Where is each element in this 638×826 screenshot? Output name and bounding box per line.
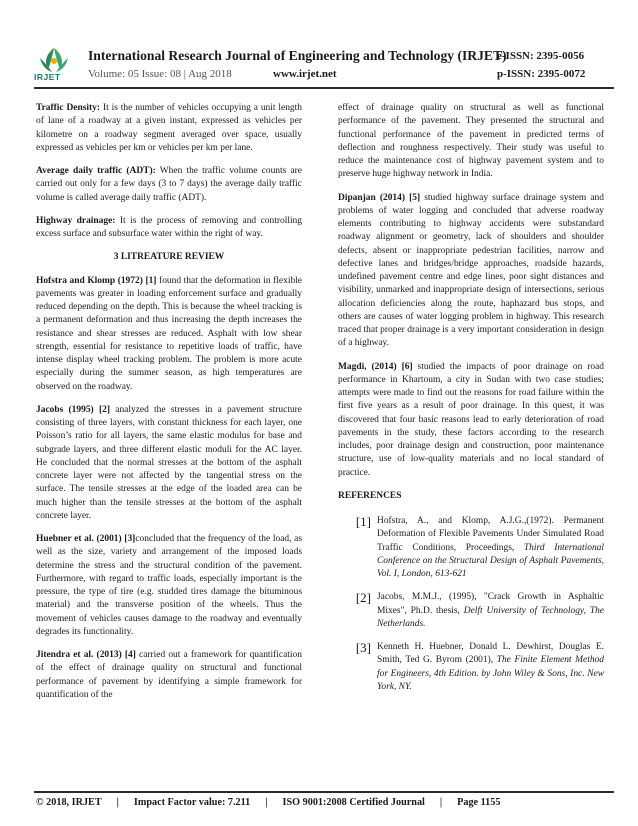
right-column <box>338 102 604 704</box>
eissn: e-ISSN: 2395-0056 <box>497 50 585 62</box>
paragraph-text: It is the number of vehicles occupying a unit length of lane of a roadway at a given instant, expressed as vehicles per kilometre on a roadway segment averaged over space, usually expressed as vehicles per km or vehicles per km per lane. <box>36 103 302 153</box>
footer-copyright: © 2018, IRJET <box>36 797 102 808</box>
header-rule <box>34 87 614 89</box>
reference-plain: Hofstra, A., and Klomp, A.J.G.,(1972). Permanent Deformation of Flexible Pavements Under Simulated Road Traffic Conditions, Proceedings, <box>377 516 604 553</box>
paragraph-traffic-density <box>36 102 302 155</box>
reference-item <box>338 515 604 581</box>
reference-text <box>377 641 604 694</box>
term: Jacobs (1995) [2] <box>36 404 110 415</box>
paragraph-continuation: effect of drainage quality on structural as well as functional performance of the pavement. They presented the structural and functional performance of the pavement in predicted terms of deflection and roughness respectively. Their study was useful to reduce the maintenance cost of highway pavement system and to preserve huge highway network in India. <box>338 103 604 180</box>
paragraph-text: studied the impacts of poor drainage on road performance in Khartoum, a city in Sudan with two case studies; attempts were made to find out the reasons for road failure within the first five years as a result of poor drainage. In this quest, it was discovered that four basic reasons lead to early deterioration of road pavements in the study, these factors according to the research includes, poor drainage design and construction, poor maintenance structure, use of low-quality materials and no local standard of practice. <box>338 361 604 478</box>
term: Huebner et al. (2001) [3] <box>36 534 136 544</box>
footer-page-number: Page 1155 <box>457 797 501 808</box>
footer-iso: ISO 9001:2008 Certified Journal <box>282 797 425 808</box>
footer-rule <box>34 791 614 793</box>
page-footer <box>36 797 500 808</box>
paragraph-text: It is the process of removing and controlling excess surface and subsurface water within the right of way. <box>36 215 302 239</box>
paragraph-jacobs <box>36 404 302 523</box>
term: Dipanjan (2014) [5] <box>338 192 421 203</box>
term: Traffic Density: <box>36 103 101 113</box>
reference-plain: Kenneth H. Huebner, Donald L. Dewhirst, Douglas E. Smith, Ted G. Byrom (2001), <box>377 642 604 666</box>
reference-number: [2] <box>355 590 371 606</box>
paragraph-text: analyzed the stresses in a pavement structure consisting of three layers, with constant thickness for each layer, one Poisson’s ratio for all layers, the same elastic modulus for base and subgrade layers, and three different elastic moduli for the AC layer. He concluded that the normal stresses at the bottom of the asphalt concrete layer were not affected by the tangential stress on the surface. The tensile stresses at the edge of the loaded area can be much higher than the tensile stresses at the bottom of the asphalt concrete layer. <box>36 404 302 521</box>
paragraph-text: carried out a framework for quantification of the effect of drainage quality on structural and functional performance of pavement by identifying a simple framework for quantification of the <box>36 650 302 700</box>
reference-number: [3] <box>355 640 371 655</box>
reference-number: [1] <box>355 514 371 529</box>
footer-separator: | <box>439 797 443 808</box>
term: Hofstra and Klomp (1972) [1] <box>36 275 157 286</box>
page-header <box>0 0 638 90</box>
logo-text: IRJET <box>34 72 61 82</box>
reference-plain: Jacobs, M.M.J., (1995), "Crack Growth in Asphaltic Mixes", Ph.D. thesis, <box>377 592 604 616</box>
reference-italic: Delft University of Technology, The Netherlands. <box>377 605 604 629</box>
reference-text <box>377 515 604 581</box>
term: Highway drainage: <box>36 215 116 226</box>
footer-separator: | <box>265 797 268 808</box>
leaf-mark <box>40 48 68 72</box>
paragraph-dipanjan <box>338 192 604 351</box>
journal-title: International Research Journal of Engineering and Technology (IRJET) <box>88 48 507 63</box>
paragraph-hofstra <box>36 275 302 394</box>
paragraph-text: concluded that the frequency of the load, as well as the size, variety and arrangement of the imposed loads determine the stress and the structural condition of the pavement. Furthermore, with regard to traffic loads, especially important is the pressure, the type of tire (e.g. studded tires damage the bituminous material) and the transverse position of the wheels. Thus the movement of vehicles causes damage to the roadway and eventually degrades its functionality. <box>36 534 302 637</box>
paragraph-huebner <box>36 533 302 639</box>
reference-text <box>377 591 604 631</box>
paragraph-jitendra <box>36 649 302 702</box>
term: Average daily traffic (ADT): <box>36 166 156 176</box>
reference-item <box>338 641 604 694</box>
journal-website: www.irjet.net <box>273 68 337 80</box>
section-heading: 3 LITREATURE REVIEW <box>113 252 225 263</box>
paragraph-text: found that the deformation in flexible pavements was greater in loading enforcement surface and gradually reduced depending on the depth. This is because the wheel tracking is a permanent deformation and thus increasing the depth increases the resistance and shear stresses are reduced. Asphalt with low shear strength, essential for resistance to repetitive loads of traffic, have intense display wheel tracking problem. The problem is more acute especially during the summer season, as high temperatures are observed on the roadway. <box>36 275 302 392</box>
reference-item <box>338 591 604 631</box>
footer-separator: | <box>116 797 119 808</box>
paragraph-text: When the traffic volume counts are carried out only for a few days (3 to 7 days) the average daily traffic volume is called average daily traffic (ADT). <box>36 166 302 203</box>
paragraph-text: studied highway surface drainage system and problems of water logging and concluded that adverse roadway elements contributing to highway accidents were substandard roadway alignment or geometry, lack of shoulders and shoulder defects, absent or inappropriate pedestrian facilities, narrow and defective lanes and bridges/bridge approaches, roadside hazards, undefined pavement centre and edge lines, poor sight distances and visibility, unmarked and inappropriate design of intersections, serious allocation deficiencies along the route, haphazard bus stops, and others are causes of water logging problem in highway. This research traced that proper drainage is a very important consideration in design of a highway. <box>338 192 604 349</box>
term: Jitendra et al. (2013) [4] <box>36 650 136 660</box>
references-heading: REFERENCES <box>338 490 402 501</box>
paragraph-highway-drainage <box>36 215 302 242</box>
paragraph-adt <box>36 165 302 205</box>
reference-italic: Third International Conference on the Structural Design of Asphalt Pavements, Vol. I, London, 613-621 <box>377 542 605 579</box>
pissn: p-ISSN: 2395-0072 <box>497 68 586 80</box>
paragraph-magdi <box>338 361 604 480</box>
term: Magdi, (2014) [6] <box>338 361 413 372</box>
reference-italic: The Finite Element Method for Engineers, 4th Edition. by John Wiley & Sons, Inc. New York, NY. <box>377 655 604 692</box>
left-column <box>36 102 302 712</box>
footer-impact-factor: Impact Factor value: 7.211 <box>133 797 251 808</box>
volume-issue: Volume: 05 Issue: 08 | Aug 2018 <box>88 68 232 80</box>
